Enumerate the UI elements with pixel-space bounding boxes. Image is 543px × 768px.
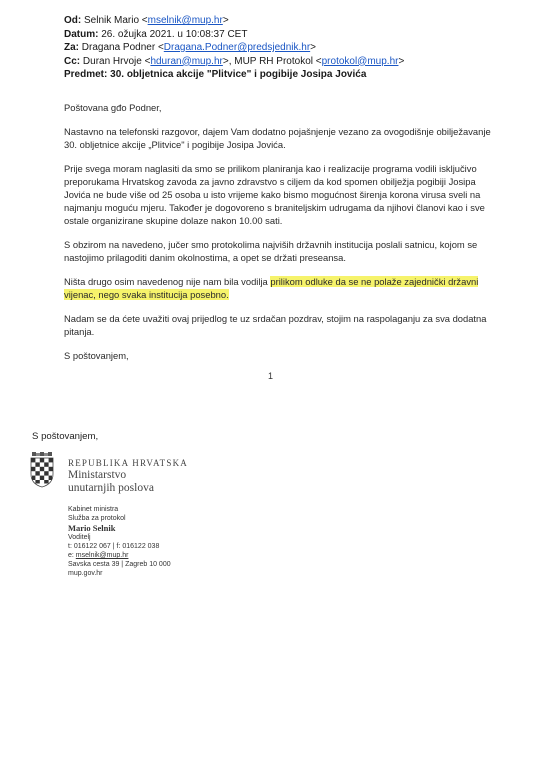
to-name: Dragana Podner <: [81, 42, 164, 53]
paragraph-4-text: Ništa drugo osim navedenog nije nam bila vodilja: [64, 276, 271, 287]
subject-label: Predmet:: [64, 69, 108, 80]
from-tail: >: [222, 15, 229, 26]
ministry-line-2: Ministarstvo: [68, 469, 127, 481]
phone-fax: t: 016122 067 | f: 016122 038: [68, 543, 160, 550]
cc-mid: >, MUP RH Protokol <: [222, 55, 322, 67]
ministry-line-3: unutarnjih poslova: [68, 482, 154, 494]
subject-value: 30. obljetnica akcije "Plitvice" i pogibije Josipa Jovića: [110, 69, 367, 80]
signature-email-link[interactable]: mselnik@mup.hr: [75, 552, 129, 559]
to-tail: >: [310, 42, 316, 53]
closing: S poštovanjem,: [64, 350, 129, 361]
cc-row: [64, 55, 404, 69]
republic-name: REPUBLIKA HRVATSKA: [68, 458, 188, 468]
subject-row: [64, 68, 404, 82]
date-label: Datum:: [64, 28, 99, 40]
from-label: Od:: [64, 15, 82, 26]
address: Savska cesta 39 | Zagreb 10 000: [68, 561, 171, 568]
from-row: [64, 14, 404, 28]
highlighted-text: prilikom odluke da se ne polaže zajednički državni vijenac, nego svaka institucija posebno.: [64, 276, 479, 300]
website[interactable]: mup.gov.hr: [68, 570, 103, 577]
paragraph-5: Nadam se da ćete uvažiti ovaj prijedlog te uz srdačan pozdrav, stojim na raspolaganju za sva dodatna pitanja.: [64, 313, 487, 337]
to-email-link[interactable]: Dragana.Podner@predsjednik.hr: [163, 42, 311, 53]
cc-email-link-2[interactable]: protokol@mup.hr: [321, 55, 399, 67]
unit-2: Služba za protokol: [68, 515, 126, 522]
paragraph-2: Prije svega moram naglasiti da smo se prilikom planiranja kao i realizacije programa vodili isključivo preporukama Hrvatskog zavoda za javno zdravstvo s ciljem da kod spomen obilježja pogibiji Josipa Jovića ne bude više od 25 osoba u isto vrijeme kako bismo mogućnost širenja korona virusa sveli na najmanju moguću mjeru. Također je dogovoreno s braniteljskim udrugama da njihovi članovi kao i sve ostale organizirane skupine dolaze nakon 10.00 sati.: [64, 163, 485, 226]
paragraph-3: S obzirom na navedeno, jučer smo protokolima najviših državnih institucija poslali satnicu, kojom se nastojimo prilagoditi danim okolnostima, a opet se držati preseansa.: [64, 239, 478, 263]
cc-tail: >: [398, 55, 405, 67]
paragraph-1: Nastavno na telefonski razgovor, dajem Vam dodatno pojašnjenje vezano za ovogodišnje obilježavanje 30. obljetnice akcije „Plitvice" i pogibije Josipa Jovića.: [64, 126, 491, 150]
cc-label: Cc:: [64, 55, 81, 67]
signer-name: Mario Selnik: [68, 523, 116, 533]
unit-1: Kabinet ministra: [68, 506, 119, 513]
ministry-name: [68, 457, 188, 495]
signer-role: Voditelj: [68, 534, 91, 541]
cc-email-link-1[interactable]: hduran@mup.hr: [150, 55, 223, 67]
from-name: Selnik Mario <: [84, 15, 148, 26]
signature-card: [68, 505, 171, 578]
date-value: 26. ožujka 2021. u 10:08:37 CET: [101, 28, 248, 40]
email-prefix: e:: [68, 552, 76, 559]
to-row: [64, 41, 404, 55]
from-email-link[interactable]: mselnik@mup.hr: [147, 15, 223, 26]
email-header: [64, 14, 404, 82]
to-label: Za:: [64, 42, 79, 53]
page-number: 1: [268, 371, 274, 381]
signature-closing: S poštovanjem,: [32, 431, 99, 442]
date-row: [64, 28, 404, 42]
greeting: Poštovana gđo Podner,: [64, 102, 162, 113]
paragraph-4: [64, 275, 494, 301]
cc-name-1: Duran Hrvoje <: [82, 55, 151, 67]
email-line: [68, 551, 171, 560]
email-body: [64, 101, 494, 373]
croatian-coat-of-arms-icon: [30, 452, 54, 488]
